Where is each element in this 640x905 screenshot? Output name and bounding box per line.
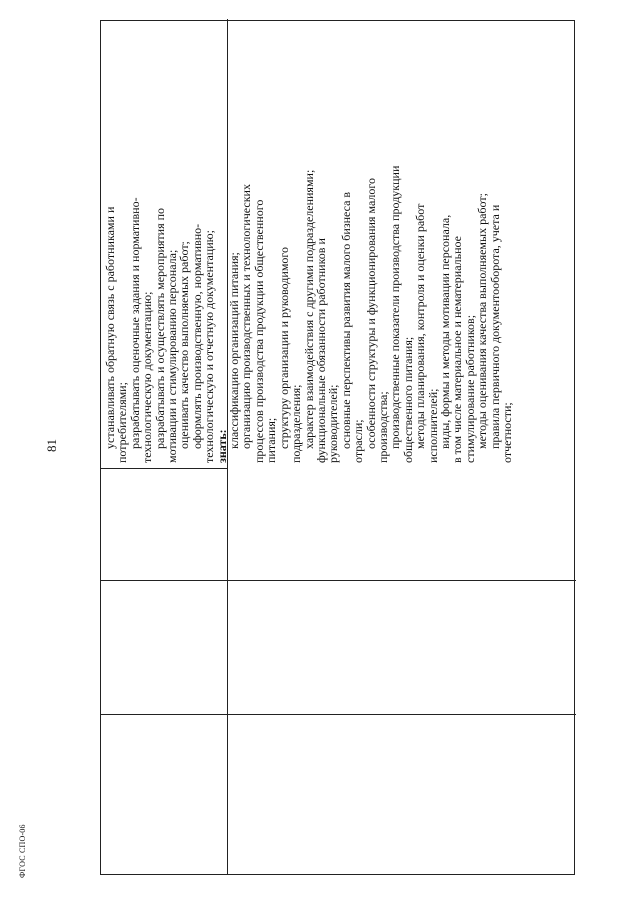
text-line: технологическую документацию; <box>140 291 155 463</box>
text-line: процессов производства продукции общественного <box>251 199 266 463</box>
text-line: отрасли; <box>351 419 366 463</box>
text-line: руководителей; <box>326 384 341 463</box>
text-line: подразделения; <box>289 384 304 463</box>
text-line: функциональные обязанности работников и <box>313 238 328 463</box>
text-line: знать: <box>214 429 229 463</box>
text-line: потребителями; <box>115 382 130 463</box>
rotated-page <box>100 20 575 875</box>
text-line: технологическую и отчетную документацию; <box>202 230 217 463</box>
text-line: правила первичного документооборота, учета и <box>487 204 502 449</box>
text-line: разрабатывать и осуществлять мероприятия по <box>152 207 167 449</box>
text-line: в том числе материальное и нематериальное <box>450 236 465 463</box>
page-number: 81 <box>44 439 59 452</box>
competency-table <box>100 20 575 875</box>
text-line: оформлять производственную, нормативно- <box>189 223 204 449</box>
table-col-divider <box>101 580 576 581</box>
text-line: классификацию организаций питания; <box>227 252 242 449</box>
table-col-divider <box>101 714 576 715</box>
text-line: характер взаимодействия с другими подразделениями; <box>301 169 316 449</box>
text-line: питания; <box>264 417 279 463</box>
table-cell-content <box>101 21 514 469</box>
text-line: структуру организации и руководимого <box>276 246 291 449</box>
text-line: производственные показатели производства продукции <box>388 165 403 449</box>
text-line: оценивать качество выполняемых работ; <box>177 241 192 449</box>
text-line: разрабатывать оценочные задания и нормативно- <box>127 197 142 449</box>
text-line: организацию производственных и технологических <box>239 184 254 449</box>
text-line: основные перспективы развития малого бизнеса в <box>338 191 353 449</box>
text-line: устанавливать обратную связь с работниками и <box>103 206 117 449</box>
text-line: отчетности; <box>500 402 514 463</box>
text-line: методы планирования, контроля и оценки работ <box>413 203 428 449</box>
text-line: мотивации и стимулированию персонала; <box>165 249 180 463</box>
text-line: особенности структуры и функционирования малого <box>363 177 378 449</box>
text-line: стимулирование работников; <box>462 314 477 463</box>
text-line: общественного питания; <box>400 336 415 463</box>
text-line: исполнителей; <box>425 388 440 463</box>
text-line: виды, формы и методы мотивации персонала, <box>437 214 452 449</box>
text-line: методы оценивания качества выполняемых работ; <box>475 193 490 449</box>
text-line: производства; <box>375 391 390 463</box>
footer-label: ФГОС СПО-06 <box>18 824 27 878</box>
